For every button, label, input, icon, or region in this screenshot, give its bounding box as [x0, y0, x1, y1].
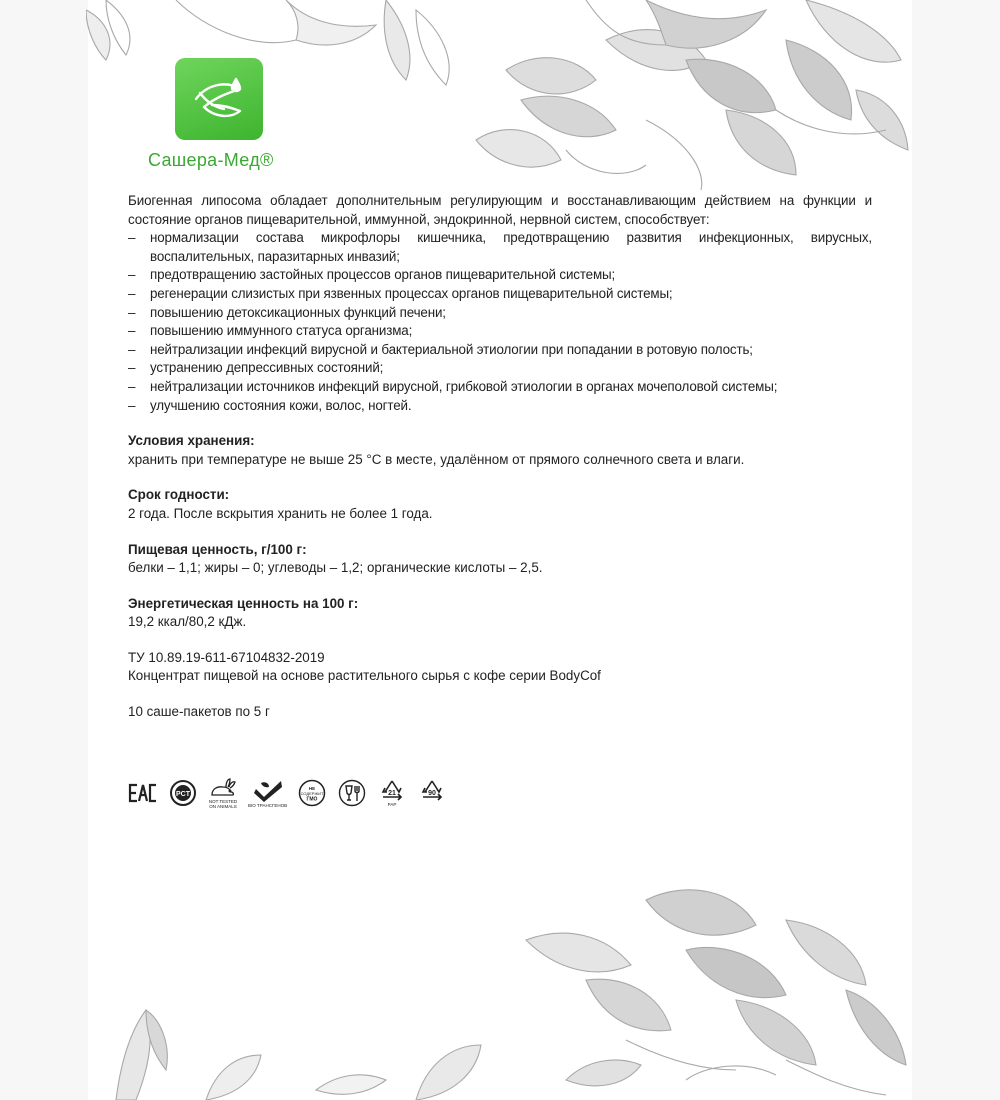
gmo-line-1: НЕ — [309, 786, 316, 791]
list-item-text: улучшению состояния кожи, волос, ногтей. — [150, 397, 412, 413]
intro-paragraph: Биогенная липосома обладает дополнительным регулирующим и восстанавливающим действием на функции и состояние органов пищеварительной, иммунной, эндокринной, нервной систем, способствует: — [128, 193, 872, 227]
pct-label: PCT — [176, 791, 190, 798]
bullet-dash: – — [128, 285, 136, 301]
storage-heading: Условия хранения: — [128, 433, 255, 449]
right-margin-band — [912, 0, 1000, 1100]
list-item — [128, 359, 872, 378]
list-item-text: повышению детоксикационных функций печени; — [150, 304, 446, 320]
list-item — [128, 378, 872, 397]
tu-code: ТУ 10.89.19-611-67104832-2019 — [128, 649, 325, 665]
storage-text: хранить при температуре не выше 25 °C в месте, удалённом от прямого солнечного света и влаги. — [128, 451, 745, 467]
eac-mark-icon — [128, 776, 158, 810]
recycle-21-caption: PAP — [387, 802, 397, 807]
bio-label: BIO ТРАНСГЕНОВ — [248, 802, 288, 808]
list-item — [128, 285, 872, 304]
bullet-dash: – — [128, 397, 136, 413]
shelf-life-heading: Срок годности: — [128, 487, 230, 503]
floral-bottom-decoration — [86, 880, 912, 1100]
list-item-text: регенерации слизистых при язвенных процессах органов пищеварительной системы; — [150, 285, 673, 301]
package-section — [128, 703, 872, 722]
leaf-drop-icon — [175, 58, 263, 140]
left-margin-band — [0, 0, 88, 1100]
food-safe-glass-fork-icon — [337, 776, 367, 810]
list-item — [128, 229, 872, 266]
bullet-dash: – — [128, 304, 136, 320]
recycle-21-number: 21 — [388, 790, 397, 797]
gmo-line-3: ГМО — [306, 796, 318, 803]
list-item — [128, 266, 872, 285]
energy-section — [128, 595, 872, 632]
bullet-dash: – — [128, 360, 136, 376]
bullet-dash: – — [128, 323, 136, 339]
list-item-text: нейтрализации инфекций вирусной и бактериальной этиологии при попадании в ротовую полость; — [150, 341, 753, 357]
tu-description: Концентрат пищевой на основе растительного сырья с кофе серии BodyCof — [128, 668, 601, 684]
not-tested-label: NOT TESTED ON ANIMALS — [208, 799, 238, 809]
certification-icons — [128, 776, 447, 810]
product-description — [128, 192, 872, 722]
tu-section — [128, 649, 872, 686]
list-item-text: повышению иммунного статуса организма; — [150, 323, 413, 339]
recycle-21-pap-icon — [377, 776, 407, 810]
list-item — [128, 322, 872, 341]
list-item — [128, 341, 872, 360]
shelf-life-text: 2 года. После вскрытия хранить не более 1 года. — [128, 505, 433, 521]
energy-text: 19,2 ккал/80,2 кДж. — [128, 614, 247, 630]
list-item — [128, 304, 872, 323]
bullet-dash: – — [128, 378, 136, 394]
energy-heading: Энергетическая ценность на 100 г: — [128, 595, 359, 611]
rabbit-not-tested-icon — [208, 776, 238, 810]
list-item-text: предотвращению застойных процессов органов пищеварительной системы; — [150, 267, 616, 283]
no-gmo-icon — [297, 776, 327, 810]
gmo-line-2: СОДЕРЖИТ — [300, 791, 324, 796]
bullet-dash: – — [128, 267, 136, 283]
list-item-text: устранению депрессивных состояний; — [150, 360, 384, 376]
shelf-life-section — [128, 486, 872, 523]
nutrition-section — [128, 541, 872, 578]
nutrition-text: белки – 1,1; жиры – 0; углеводы – 1,2; органические кислоты – 2,5. — [128, 560, 543, 576]
list-item — [128, 397, 872, 416]
package-text: 10 саше-пакетов по 5 г — [128, 704, 270, 720]
nutrition-heading: Пищевая ценность, г/100 г: — [128, 541, 307, 557]
bio-checkmark-icon — [248, 776, 287, 810]
rostest-pct-icon — [168, 776, 198, 810]
storage-section — [128, 432, 872, 469]
recycle-90-icon — [417, 776, 447, 810]
bullet-dash: – — [128, 230, 136, 246]
list-item-text: нормализации состава микрофлоры кишечника, предотвращению развития инфекционных, вирусных, воспалительных, паразитарных инвазий; — [150, 230, 872, 264]
bullet-dash: – — [128, 341, 136, 357]
list-item-text: нейтрализации источников инфекций вирусной, грибковой этиологии в органах мочеполовой системы; — [150, 378, 778, 394]
recycle-90-number: 90 — [428, 790, 437, 797]
benefits-list — [128, 229, 872, 415]
brand-logo — [148, 58, 308, 171]
brand-name: Сашера-Мед® — [148, 150, 274, 170]
